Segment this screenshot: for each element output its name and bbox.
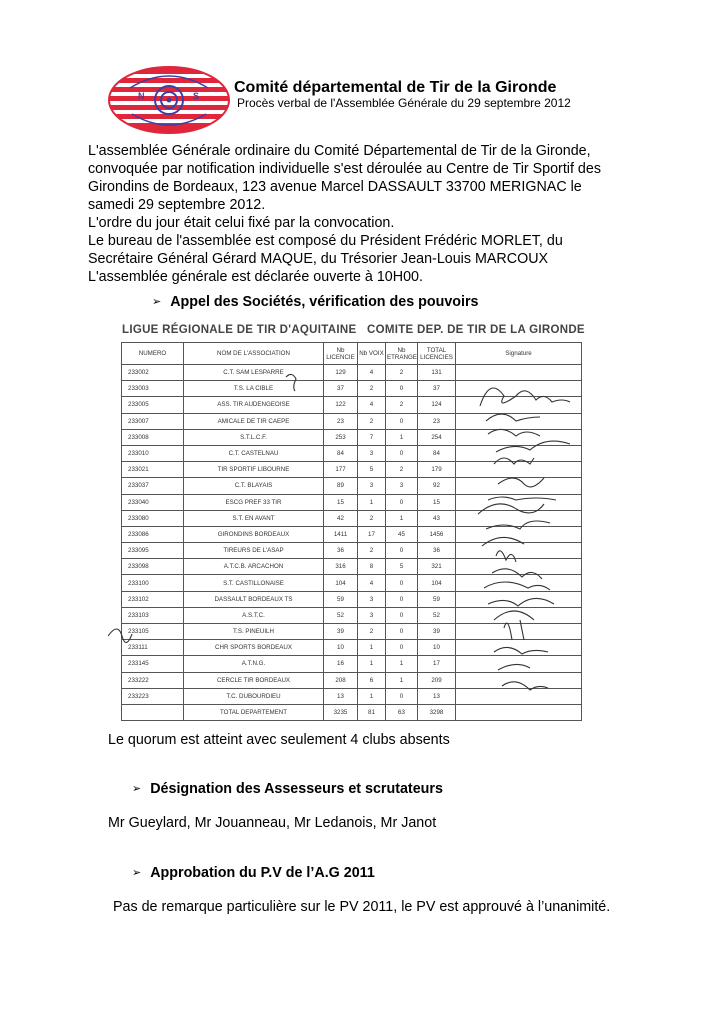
- column-header: Nb VOIX: [358, 343, 386, 365]
- cell-value: 1: [386, 510, 418, 526]
- cell-value: 0: [386, 688, 418, 704]
- cell-value: 3: [358, 591, 386, 607]
- cell-value: 16: [324, 656, 358, 672]
- sheet-league-header: LIGUE RÉGIONALE DE TIR D'AQUITAINE: [122, 324, 357, 336]
- section-designation-label: Désignation des Assesseurs et scrutateurs: [150, 781, 443, 797]
- cell-value: 4: [358, 365, 386, 381]
- cell-value: 13: [324, 688, 358, 704]
- intro-line: L'assemblée générale est déclarée ouverte à 10H00.: [88, 269, 423, 285]
- cell-numero: 233005: [122, 397, 184, 413]
- cell-association: TIREURS DE L'ASAP: [184, 543, 324, 559]
- cell-value: 15: [418, 494, 456, 510]
- cell-association: A.S.T.C.: [184, 607, 324, 623]
- cell-value: 253: [324, 429, 358, 445]
- cell-value: 15: [324, 494, 358, 510]
- cell-value: 5: [386, 559, 418, 575]
- cell-association: A.T.C.B. ARCACHON: [184, 559, 324, 575]
- cell-association: T.S. PINEUILH: [184, 624, 324, 640]
- cell-value: 17: [358, 526, 386, 542]
- cell-value: 1: [358, 656, 386, 672]
- cell-association: A.T.N.G.: [184, 656, 324, 672]
- intro-paragraph: [88, 142, 668, 286]
- cell-value: 104: [418, 575, 456, 591]
- cell-value: 4: [358, 397, 386, 413]
- cell-numero: 233037: [122, 478, 184, 494]
- cell-value: 1456: [418, 526, 456, 542]
- cell-value: 2: [358, 543, 386, 559]
- column-header: Nb ETRANGE: [386, 343, 418, 365]
- sheet-committee-header: COMITE DEP. DE TIR DE LA GIRONDE: [367, 324, 585, 336]
- section-designation-heading: [132, 781, 443, 797]
- cell-numero: 233100: [122, 575, 184, 591]
- cell-value: 1: [386, 429, 418, 445]
- cell-value: 37: [324, 381, 358, 397]
- section-approbation-label: Approbation du P.V de l’A.G 2011: [150, 865, 375, 881]
- cell-association: T.C. DUBOURDIEU: [184, 688, 324, 704]
- cell-value: 2: [358, 624, 386, 640]
- cell-numero: 233145: [122, 656, 184, 672]
- section-appel-label: Appel des Sociétés, vérification des pouvoirs: [170, 294, 479, 310]
- cell-value: 122: [324, 397, 358, 413]
- cell-value: 3235: [324, 704, 358, 720]
- cell-numero: 233080: [122, 510, 184, 526]
- cell-value: 45: [386, 526, 418, 542]
- cell-value: 0: [386, 575, 418, 591]
- cell-value: 3298: [418, 704, 456, 720]
- cell-value: 39: [324, 624, 358, 640]
- cell-value: 89: [324, 478, 358, 494]
- intro-line: Girondins de Bordeaux, 123 avenue Marcel DASSAULT 33700 MERIGNAC le: [88, 179, 582, 195]
- cell-value: 52: [418, 607, 456, 623]
- cell-association: GIRONDINS BORDEAUX: [184, 526, 324, 542]
- cell-numero: 233103: [122, 607, 184, 623]
- cell-value: 37: [418, 381, 456, 397]
- cell-numero: 233040: [122, 494, 184, 510]
- cell-association: TOTAL DEPARTEMENT: [184, 704, 324, 720]
- cell-value: 316: [324, 559, 358, 575]
- assesseurs-list: Mr Gueylard, Mr Jouanneau, Mr Ledanois, Mr Janot: [108, 815, 437, 831]
- cell-numero: 233098: [122, 559, 184, 575]
- intro-line: L'ordre du jour était celui fixé par la convocation.: [88, 215, 395, 231]
- cell-value: 0: [386, 640, 418, 656]
- cell-value: 0: [386, 445, 418, 461]
- cell-association: CERCLE TIR BORDEAUX: [184, 672, 324, 688]
- cell-value: 0: [386, 381, 418, 397]
- cell-numero: 233003: [122, 381, 184, 397]
- cell-value: 84: [324, 445, 358, 461]
- cell-value: 10: [418, 640, 456, 656]
- svg-text:S: S: [193, 91, 200, 101]
- arrow-bullet-icon: ➢: [132, 867, 142, 879]
- cell-numero: 233008: [122, 429, 184, 445]
- cell-value: 36: [324, 543, 358, 559]
- cell-value: 63: [386, 704, 418, 720]
- cell-value: 104: [324, 575, 358, 591]
- cell-association: T.S. LA CIBLE: [184, 381, 324, 397]
- cell-value: 23: [418, 413, 456, 429]
- handwritten-signatures: [108, 324, 590, 710]
- intro-line: samedi 29 septembre 2012.: [88, 197, 266, 213]
- intro-line: convoquée par notification individuelle s'est déroulée au Centre de Tir Sportif des: [88, 161, 601, 177]
- cell-value: 10: [324, 640, 358, 656]
- cell-value: 81: [358, 704, 386, 720]
- column-header: NUMERO: [122, 343, 184, 365]
- cell-value: 2: [358, 413, 386, 429]
- cell-value: 3: [386, 478, 418, 494]
- cell-value: 36: [418, 543, 456, 559]
- cell-numero: 233105: [122, 624, 184, 640]
- svg-text:N: N: [138, 91, 145, 101]
- cell-value: 0: [386, 591, 418, 607]
- cell-value: 1: [358, 688, 386, 704]
- cell-value: 43: [418, 510, 456, 526]
- cell-value: 84: [418, 445, 456, 461]
- cell-value: 321: [418, 559, 456, 575]
- cell-value: 0: [386, 494, 418, 510]
- arrow-bullet-icon: ➢: [132, 783, 142, 795]
- cell-value: 124: [418, 397, 456, 413]
- intro-line: Le bureau de l'assemblée est composé du Président Frédéric MORLET, du: [88, 233, 563, 249]
- cell-numero: 233021: [122, 462, 184, 478]
- cell-value: 0: [386, 413, 418, 429]
- cell-value: 179: [418, 462, 456, 478]
- cell-value: 4: [358, 575, 386, 591]
- cell-value: 5: [358, 462, 386, 478]
- cell-association: C.T. CASTELNAU: [184, 445, 324, 461]
- cell-value: 208: [324, 672, 358, 688]
- cell-association: DASSAULT BORDEAUX TS: [184, 591, 324, 607]
- committee-logo: [108, 66, 230, 134]
- cell-value: 6: [358, 672, 386, 688]
- section-appel-heading: [152, 294, 479, 310]
- cell-value: 1: [358, 494, 386, 510]
- cell-value: 8: [358, 559, 386, 575]
- section-approbation-heading: [132, 865, 375, 881]
- cell-value: 7: [358, 429, 386, 445]
- cell-association: AMICALE DE TIR CAEPE: [184, 413, 324, 429]
- cell-value: 59: [324, 591, 358, 607]
- cell-value: 1411: [324, 526, 358, 542]
- column-header: Signature: [456, 343, 582, 365]
- cell-numero: 233086: [122, 526, 184, 542]
- cell-value: 17: [418, 656, 456, 672]
- cell-value: 42: [324, 510, 358, 526]
- cell-value: 52: [324, 607, 358, 623]
- cell-numero: 233010: [122, 445, 184, 461]
- cell-association: ASS. TIR AUDENGEOISE: [184, 397, 324, 413]
- cell-value: 131: [418, 365, 456, 381]
- cell-numero: 233002: [122, 365, 184, 381]
- document-subtitle: Procès verbal de l'Assemblée Générale du 29 septembre 2012: [237, 96, 571, 110]
- cell-value: 2: [386, 365, 418, 381]
- intro-line: Secrétaire Général Gérard MAQUE, du Trésorier Jean-Louis MARCOUX: [88, 251, 549, 267]
- column-header: TOTAL LICENCIES: [418, 343, 456, 365]
- cell-association: C.T. BLAYAIS: [184, 478, 324, 494]
- intro-line: L'assemblée Générale ordinaire du Comité Départemental de Tir de la Gironde,: [88, 143, 591, 159]
- cell-value: 39: [418, 624, 456, 640]
- cell-association: TIR SPORTIF LIBOURNE: [184, 462, 324, 478]
- cell-numero: 233222: [122, 672, 184, 688]
- cell-value: 209: [418, 672, 456, 688]
- cell-value: 0: [386, 543, 418, 559]
- cell-association: ESCG PREF 33 TIR: [184, 494, 324, 510]
- arrow-bullet-icon: ➢: [152, 296, 162, 308]
- cell-value: 2: [358, 510, 386, 526]
- cell-numero: 233102: [122, 591, 184, 607]
- cell-value: 2: [358, 381, 386, 397]
- cell-value: 92: [418, 478, 456, 494]
- cell-value: 2: [386, 397, 418, 413]
- cell-association: S.T.L.C.F.: [184, 429, 324, 445]
- attendance-sheet-scan: [108, 324, 590, 717]
- cell-value: 0: [386, 607, 418, 623]
- cell-value: 13: [418, 688, 456, 704]
- cell-association: C.T. SAM LESPARRE: [184, 365, 324, 381]
- cell-numero: 233007: [122, 413, 184, 429]
- cell-value: 1: [386, 672, 418, 688]
- cell-value: 177: [324, 462, 358, 478]
- cell-value: 254: [418, 429, 456, 445]
- cell-value: 59: [418, 591, 456, 607]
- column-header: NOM DE L'ASSOCIATION: [184, 343, 324, 365]
- quorum-text: Le quorum est atteint avec seulement 4 clubs absents: [108, 732, 450, 748]
- cell-value: 3: [358, 478, 386, 494]
- cell-value: 3: [358, 445, 386, 461]
- cell-value: 0: [386, 624, 418, 640]
- column-header: Nb LICENCIE: [324, 343, 358, 365]
- cell-numero: 233223: [122, 688, 184, 704]
- cell-value: 1: [386, 656, 418, 672]
- approbation-text: Pas de remarque particulière sur le PV 2011, le PV est approuvé à l’unanimité.: [113, 899, 611, 915]
- cell-association: S.T. CASTILLONAISE: [184, 575, 324, 591]
- cell-numero: 233095: [122, 543, 184, 559]
- document-title: Comité départemental de Tir de la Gironde: [234, 79, 557, 96]
- cell-value: 1: [358, 640, 386, 656]
- cell-value: 23: [324, 413, 358, 429]
- cell-value: 129: [324, 365, 358, 381]
- cell-association: S.T. EN AVANT: [184, 510, 324, 526]
- cell-numero: 233111: [122, 640, 184, 656]
- cell-association: CHR SPORTS BORDEAUX: [184, 640, 324, 656]
- cell-value: 3: [358, 607, 386, 623]
- cell-value: 2: [386, 462, 418, 478]
